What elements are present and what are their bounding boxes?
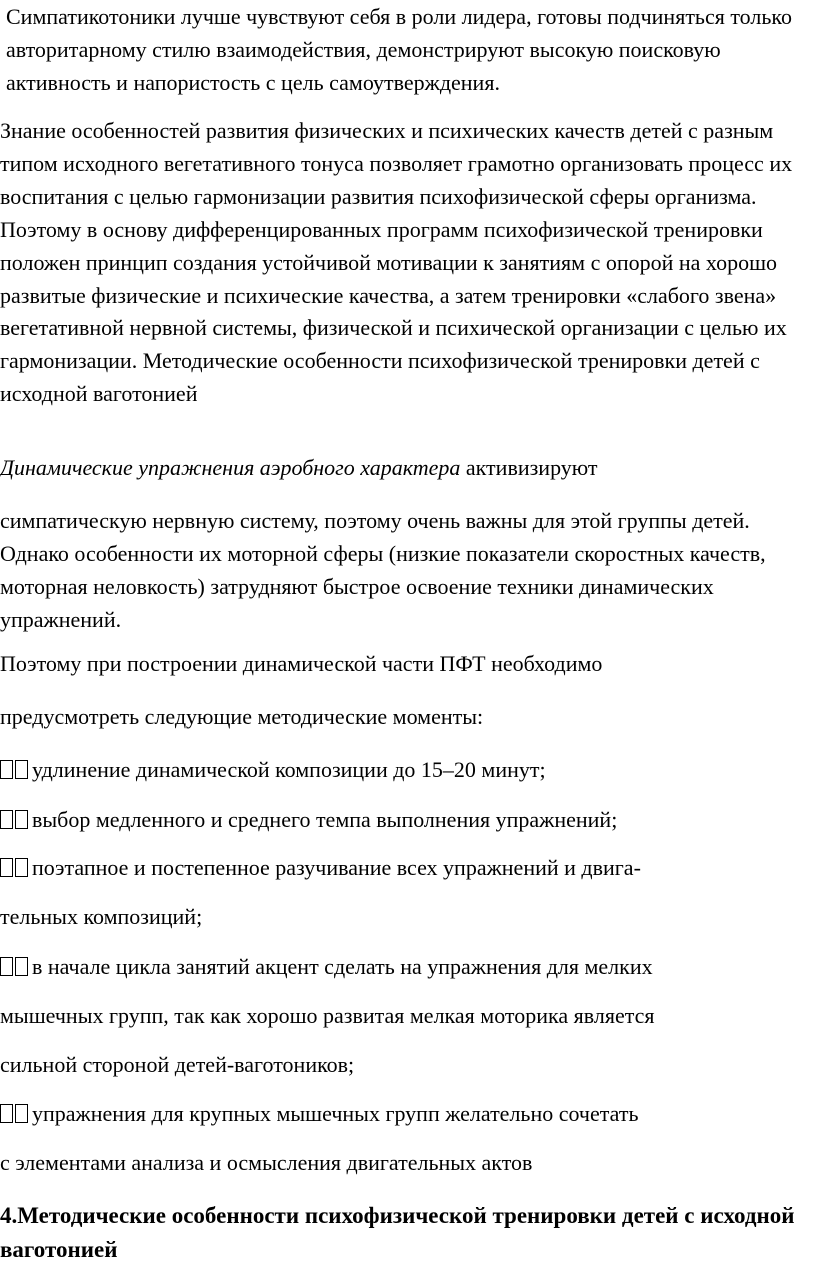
paragraph-sympathetic: симпатическую нервную систему, поэтому очень важны для этой группы детей. Однако особенности их моторной сферы (низкие показатели скоростных качеств, моторная неловкость) затрудняют быстрое освоение техники динамических упражнений. [0, 508, 766, 632]
bullet-item: в начале цикла занятий акцент сделать на упражнения для мелких [0, 951, 812, 984]
section-heading: 4.Методические особенности психофизической тренировки детей с исходной ваготонией [0, 1203, 795, 1262]
bullet-marker-icon [0, 1098, 30, 1131]
bullet-item: удлинение динамической композиции до 15–20 минут; [0, 754, 812, 787]
bullet-item: упражнения для крупных мышечных групп желательно сочетать [0, 1098, 812, 1131]
paragraph-dynamic-exercises [0, 452, 812, 485]
bullet-marker-icon [0, 852, 30, 885]
bullet-marker-icon [0, 804, 30, 837]
bullet-continuation: с элементами анализа и осмысления двигательных актов [0, 1150, 533, 1175]
bullet-item: поэтапное и постепенное разучивание всех упражнений и двига- [0, 852, 812, 885]
bullet-continuation: мышечных групп, так как хорошо развитая мелкая моторика является [0, 1003, 655, 1028]
paragraph-therefore: Поэтому при построении динамической части ПФТ необходимо [0, 651, 603, 676]
bullet-continuation: тельных композиций; [0, 904, 203, 929]
bullet-item: выбор медленного и среднего темпа выполнения упражнений; [0, 804, 812, 837]
paragraph-sympathicotonics: Симпатикотоники лучше чувствуют себя в роли лидера, готовы подчиняться только авторитарному стилю взаимодействия, демонстрируют высокую поисковую активность и напористость с цель самоутверждения. [6, 4, 792, 95]
paragraph-provide: предусмотреть следующие методические моменты: [0, 704, 484, 729]
italic-phrase: Динамические упражнения аэробного характера [0, 455, 461, 480]
paragraph-rest: активизируют [460, 455, 598, 480]
bullet-marker-icon [0, 754, 30, 787]
bullet-continuation: сильной стороной детей-ваготоников; [0, 1052, 355, 1077]
paragraph-knowledge: Знание особенностей развития физических и психических качеств детей с разным типом исходного вегетативного тонуса позволяет грамотно организовать процесс их воспитания с целью гармонизации развития психофизической сферы организма. Поэтому в основу дифференцированных программ психофизической тренировки положен принцип создания устойчивой мотивации к занятиям с опорой на хорошо развитые физические и психические качества, а затем тренировки «слабого звена» вегетативной нервной системы, физической и психической организации с целью их гармонизации. Методические особенности психофизической тренировки детей с исходной ваготонией [0, 118, 793, 407]
bullet-marker-icon [0, 951, 30, 984]
